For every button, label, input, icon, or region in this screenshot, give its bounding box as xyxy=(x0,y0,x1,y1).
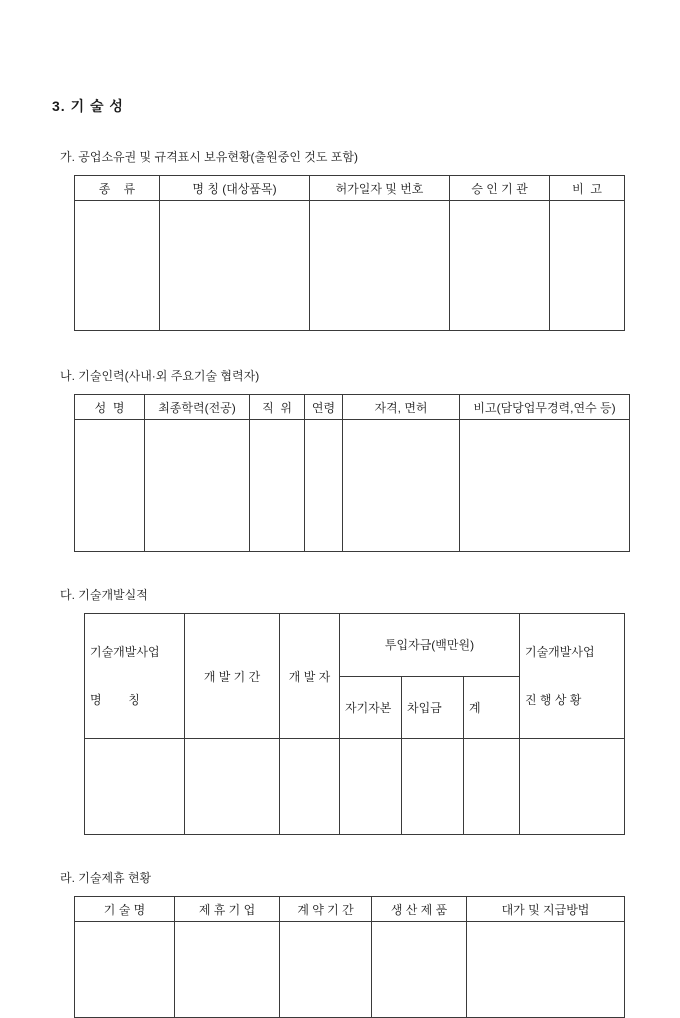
column-header-borrowed: 차입금 xyxy=(402,676,464,739)
table-cell xyxy=(550,201,625,331)
table-header-row xyxy=(85,614,625,677)
progress-line1: 기술개발사업 xyxy=(525,645,595,659)
table-cell xyxy=(75,201,160,331)
column-header-permit: 허가일자 및 번호 xyxy=(310,176,450,201)
column-header-products: 생 산 제 품 xyxy=(372,897,467,922)
table-cell xyxy=(467,922,625,1018)
table-cell xyxy=(250,420,305,552)
column-header-age: 연령 xyxy=(305,395,343,420)
page-title: 3. 기 술 성 xyxy=(52,98,124,114)
table-cell xyxy=(402,739,464,835)
column-header-project-name xyxy=(85,614,185,739)
column-header-payment: 대가 및 지급방법 xyxy=(467,897,625,922)
table-header-row xyxy=(75,176,625,201)
column-header-dev-period: 개 발 기 간 xyxy=(185,614,280,739)
table-cell xyxy=(75,922,175,1018)
table-cell xyxy=(460,420,630,552)
section-industrial-property xyxy=(52,148,640,331)
table-cell xyxy=(145,420,250,552)
column-header-progress xyxy=(520,614,625,739)
table-row xyxy=(75,922,625,1018)
table-cell xyxy=(343,420,460,552)
section-tech-development xyxy=(52,586,640,835)
table-cell xyxy=(280,739,340,835)
section-technical-personnel xyxy=(52,367,640,552)
column-header-partner: 제 휴 기 업 xyxy=(175,897,280,922)
table-row xyxy=(75,201,625,331)
table-row xyxy=(85,739,625,835)
table-header-row xyxy=(75,897,625,922)
column-header-education: 최종학력(전공) xyxy=(145,395,250,420)
table-cell xyxy=(340,739,402,835)
section-tech-alliance xyxy=(52,869,640,1018)
column-header-contract-period: 계 약 기 간 xyxy=(280,897,372,922)
section-b-label: 나. 기술인력(사내·외 주요기술 협력자) xyxy=(60,369,260,383)
column-header-person-name: 성 명 xyxy=(75,395,145,420)
table-cell xyxy=(372,922,467,1018)
table-row xyxy=(75,420,630,552)
table-cell xyxy=(464,739,520,835)
table-cell xyxy=(160,201,310,331)
column-header-developer: 개 발 자 xyxy=(280,614,340,739)
table-cell xyxy=(280,922,372,1018)
progress-line2: 진 행 상 황 xyxy=(525,693,582,707)
tech-alliance-table xyxy=(74,896,625,1018)
column-header-position: 직 위 xyxy=(250,395,305,420)
column-header-funds-group: 투입자금(백만원) xyxy=(340,614,520,677)
table-cell xyxy=(185,739,280,835)
table-cell xyxy=(310,201,450,331)
industrial-property-table xyxy=(74,175,625,331)
section-d-label: 라. 기술제휴 현황 xyxy=(60,871,152,885)
column-header-tech-name: 기 술 명 xyxy=(75,897,175,922)
column-header-total: 계 xyxy=(464,676,520,739)
column-header-remarks: 비고(담당업무경력,연수 등) xyxy=(460,395,630,420)
section-a-label: 가. 공업소유권 및 규격표시 보유현황(출원중인 것도 포함) xyxy=(60,150,358,164)
table-cell xyxy=(75,420,145,552)
column-header-name: 명 칭 (대상품목) xyxy=(160,176,310,201)
column-header-own-capital: 자기자본 xyxy=(340,676,402,739)
project-name-line2: 명 칭 xyxy=(90,693,140,707)
section-c-label: 다. 기술개발실적 xyxy=(60,588,148,602)
table-cell xyxy=(520,739,625,835)
project-name-line1: 기술개발사업 xyxy=(90,645,160,659)
tech-development-table xyxy=(84,613,625,835)
table-header-row xyxy=(75,395,630,420)
column-header-remarks: 비 고 xyxy=(550,176,625,201)
table-cell xyxy=(305,420,343,552)
column-header-license: 자격, 면허 xyxy=(343,395,460,420)
column-header-type: 종 류 xyxy=(75,176,160,201)
table-cell xyxy=(450,201,550,331)
table-cell xyxy=(85,739,185,835)
column-header-agency: 승 인 기 관 xyxy=(450,176,550,201)
table-cell xyxy=(175,922,280,1018)
technical-personnel-table xyxy=(74,394,630,552)
